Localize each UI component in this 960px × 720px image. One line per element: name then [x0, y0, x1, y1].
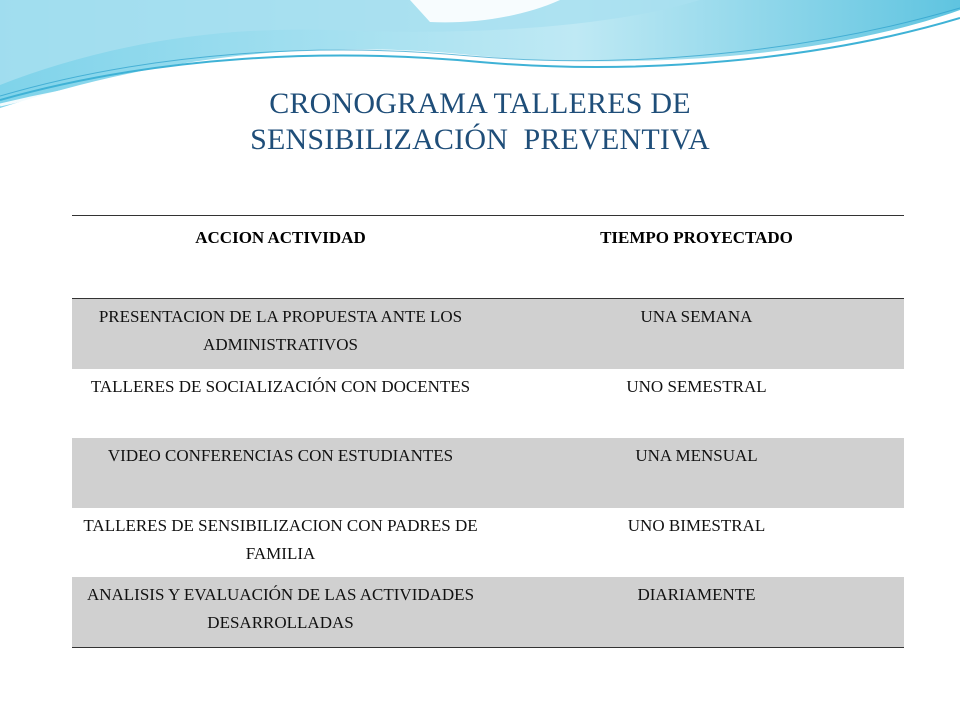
table-row [72, 508, 904, 578]
schedule-table [72, 215, 904, 648]
column-header-time: TIEMPO PROYECTADO [600, 228, 793, 247]
table-cell-action: TALLERES DE SENSIBILIZACION CON PADRES DE FAMILIA [83, 515, 478, 563]
table-cell-time: DIARIAMENTE [637, 585, 756, 604]
table-cell-time: UNO SEMESTRAL [626, 376, 767, 396]
table-row [72, 577, 904, 647]
table-cell-action: VIDEO CONFERENCIAS CON ESTUDIANTES [107, 446, 454, 465]
slide-title-line-1: CRONOGRAMA TALLERES DE [269, 87, 691, 120]
slide-title-line-2: SENSIBILIZACIÓN PREVENTIVA [250, 123, 710, 156]
table-header-row [72, 216, 904, 299]
table-row [72, 369, 904, 439]
table-cell-action: TALLERES DE SOCIALIZACIÓN CON DOCENTES [90, 376, 471, 396]
table-row [72, 299, 904, 369]
table-row [72, 438, 904, 508]
table-cell-time: UNO BIMESTRAL [627, 515, 766, 535]
table-cell-time: UNA MENSUAL [635, 446, 758, 465]
table-cell-action: ANALISIS Y EVALUACIÓN DE LAS ACTIVIDADES DESARROLLADAS [86, 585, 475, 632]
table-cell-action: PRESENTACION DE LA PROPUESTA ANTE LOS ADMINISTRATIVOS [98, 307, 463, 354]
column-header-action: ACCION ACTIVIDAD [195, 228, 366, 247]
slide-title [0, 86, 960, 158]
table-cell-time: UNA SEMANA [640, 307, 753, 326]
